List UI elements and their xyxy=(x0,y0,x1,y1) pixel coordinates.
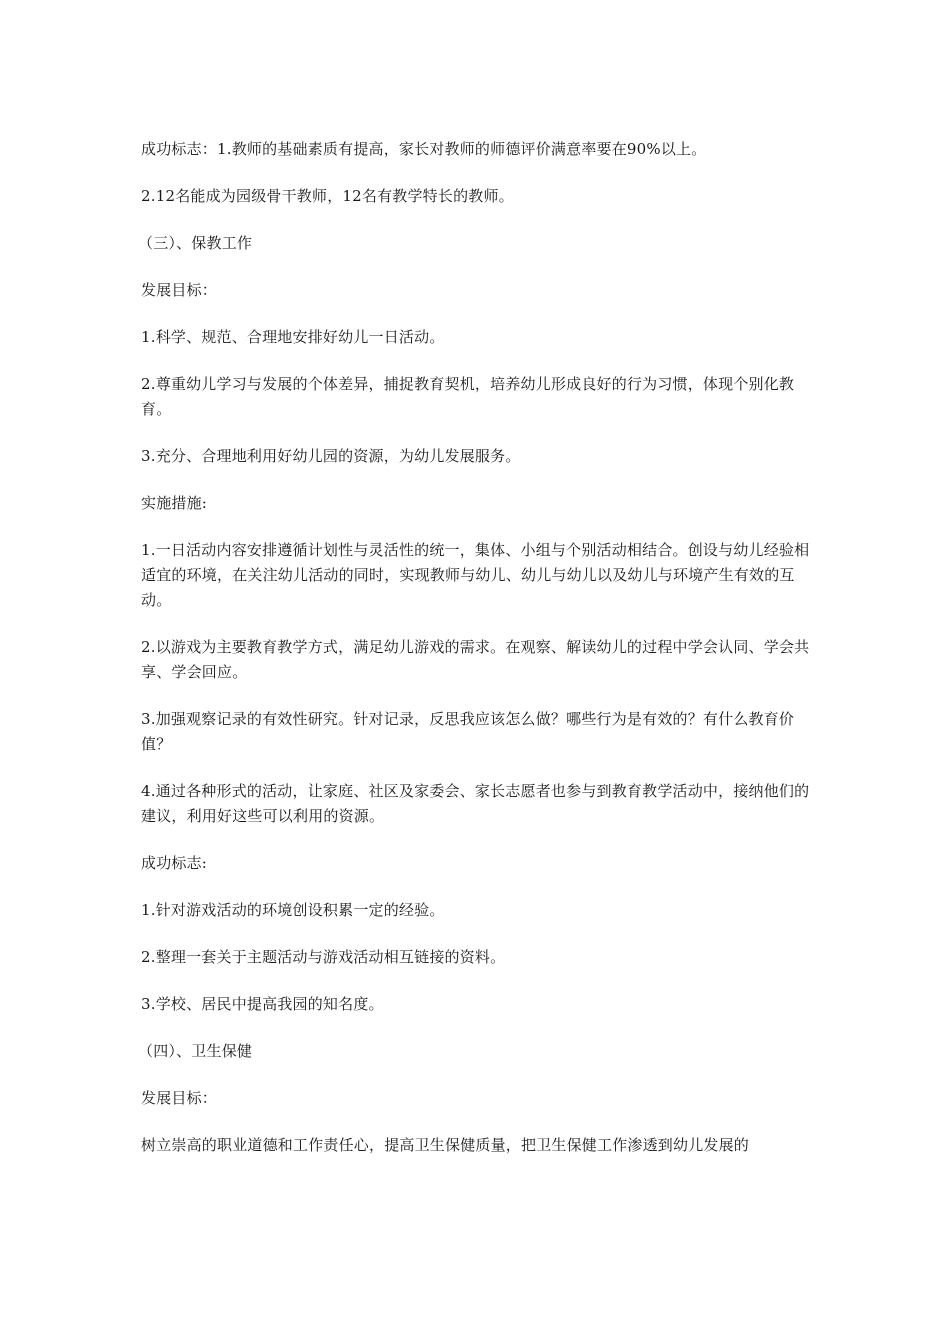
paragraph-goal-item-2: 2.尊重幼儿学习与发展的个体差异，捕捉教育契机，培养幼儿形成良好的行为习惯，体现个别化教育。 xyxy=(141,375,795,418)
document-page xyxy=(138,137,813,1180)
paragraph-measure-item-2: 2.以游戏为主要教育教学方式，满足幼儿游戏的需求。在观察、解读幼儿的过程中学会认同、学会共享、学会回应。 xyxy=(141,638,810,681)
paragraph-backbone-teachers: 2.12名能成为园级骨干教师，12名有教学特长的教师。 xyxy=(141,187,514,205)
paragraph-goal-item-1: 1.科学、规范、合理地安排好幼儿一日活动。 xyxy=(141,328,445,346)
paragraph-success-item-3: 3.学校、居民中提高我园的知名度。 xyxy=(141,995,384,1013)
paragraph-success-heading: 成功标志: xyxy=(141,854,208,872)
paragraph-success-mark-1: 成功标志：1.教师的基础素质有提高，家长对教师的师德评价满意率要在90%以上。 xyxy=(141,140,707,158)
paragraph-measure-item-1: 1.一日活动内容安排遵循计划性与灵活性的统一，集体、小组与个别活动相结合。创设与幼儿经验相适宜的环境，在关注幼儿活动的同时，实现教师与幼儿、幼儿与幼儿以及幼儿与环境产生有效的互动。 xyxy=(141,541,810,609)
paragraph-goal-item-3: 3.充分、合理地利用好幼儿园的资源，为幼儿发展服务。 xyxy=(141,447,521,465)
paragraph-measure-item-4: 4.通过各种形式的活动，让家庭、社区及家委会、家长志愿者也参与到教育教学活动中，接纳他们的建议，利用好这些可以利用的资源。 xyxy=(141,782,810,825)
paragraph-measure-item-3: 3.加强观察记录的有效性研究。针对记录，反思我应该怎么做？哪些行为是有效的？有什么教育价值？ xyxy=(141,710,795,753)
paragraph-goal-heading-2: 发展目标： xyxy=(141,1089,218,1107)
paragraph-measures-heading: 实施措施: xyxy=(141,494,208,512)
paragraph-success-item-2: 2.整理一套关于主题活动与游戏活动相互链接的资料。 xyxy=(141,948,506,966)
paragraph-goal-heading-1: 发展目标： xyxy=(141,281,218,299)
paragraph-success-item-1: 1.针对游戏活动的环境创设积累一定的经验。 xyxy=(141,901,445,919)
section-heading-care-education: （三）、保教工作 xyxy=(138,234,253,252)
paragraph-health-goal: 树立崇高的职业道德和工作责任心，提高卫生保健质量，把卫生保健工作渗透到幼儿发展的 xyxy=(141,1136,750,1154)
section-heading-health-care: （四）、卫生保健 xyxy=(138,1042,253,1060)
